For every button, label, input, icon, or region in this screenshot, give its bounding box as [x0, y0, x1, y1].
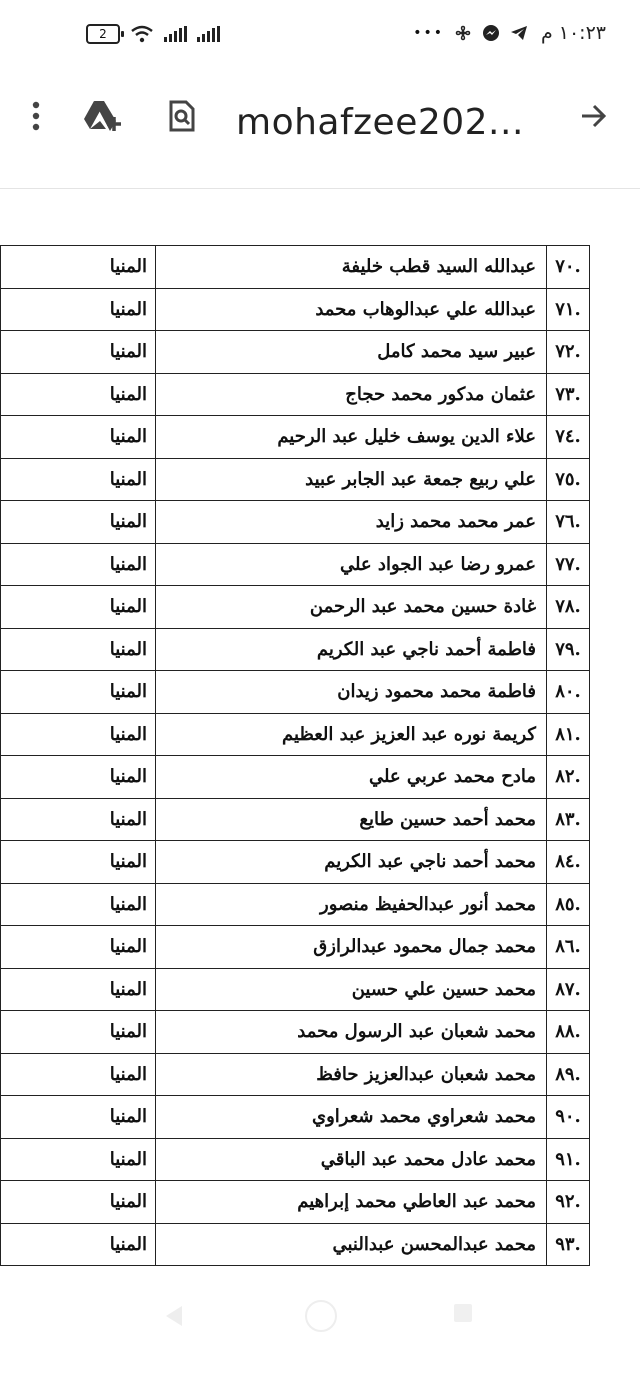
row-number: .٧٣	[547, 373, 590, 416]
row-governorate: المنيا	[1, 1181, 156, 1224]
row-name: علاء الدين يوسف خليل عبد الرحيم	[156, 416, 547, 459]
status-icons-right	[413, 24, 528, 42]
status-icons-left	[86, 24, 220, 44]
row-number: .٨٠	[547, 671, 590, 714]
table-row	[1, 841, 590, 884]
find-in-document-button[interactable]	[160, 94, 204, 138]
row-name: عمر محمد محمد زايد	[156, 501, 547, 544]
row-governorate: المنيا	[1, 288, 156, 331]
row-governorate: المنيا	[1, 458, 156, 501]
add-to-drive-button[interactable]	[82, 94, 126, 138]
table-row	[1, 543, 590, 586]
row-name: محمد أحمد ناجي عبد الكريم	[156, 841, 547, 884]
row-number: .٨٨	[547, 1011, 590, 1054]
telegram-icon	[510, 24, 528, 42]
row-number: .٨٢	[547, 756, 590, 799]
row-governorate: المنيا	[1, 1053, 156, 1096]
more-options-button[interactable]	[14, 94, 58, 138]
row-number: .٧٩	[547, 628, 590, 671]
row-governorate: المنيا	[1, 926, 156, 969]
row-name: فاطمة محمد محمود زيدان	[156, 671, 547, 714]
row-name: فاطمة أحمد ناجي عبد الكريم	[156, 628, 547, 671]
row-governorate: المنيا	[1, 968, 156, 1011]
row-governorate: المنيا	[1, 798, 156, 841]
row-number: .٨١	[547, 713, 590, 756]
forward-arrow-icon	[580, 103, 608, 129]
row-name: عمرو رضا عبد الجواد علي	[156, 543, 547, 586]
fan-icon	[454, 24, 472, 42]
row-number: .٨٣	[547, 798, 590, 841]
row-governorate: المنيا	[1, 373, 156, 416]
row-name: عبير سيد محمد كامل	[156, 331, 547, 374]
table-row	[1, 1053, 590, 1096]
table-row	[1, 1181, 590, 1224]
row-number: .٨٩	[547, 1053, 590, 1096]
table-row	[1, 713, 590, 756]
row-number: .٧٦	[547, 501, 590, 544]
table-row	[1, 288, 590, 331]
row-name: عبدالله علي عبدالوهاب محمد	[156, 288, 547, 331]
row-governorate: المنيا	[1, 713, 156, 756]
row-governorate: المنيا	[1, 246, 156, 289]
row-governorate: المنيا	[1, 416, 156, 459]
table-row	[1, 586, 590, 629]
table-row	[1, 331, 590, 374]
row-number: .٧٢	[547, 331, 590, 374]
row-name: غادة حسين محمد عبد الرحمن	[156, 586, 547, 629]
row-number: .٧٥	[547, 458, 590, 501]
row-name: محمد أحمد حسين طايع	[156, 798, 547, 841]
battery-level: 2	[99, 27, 107, 41]
signal-icon-2	[197, 26, 220, 42]
table-row	[1, 416, 590, 459]
battery-icon	[86, 24, 120, 44]
row-governorate: المنيا	[1, 1223, 156, 1266]
row-number: .٨٧	[547, 968, 590, 1011]
system-nav-bar	[0, 1276, 640, 1386]
row-governorate: المنيا	[1, 1138, 156, 1181]
row-governorate: المنيا	[1, 1096, 156, 1139]
table-row	[1, 968, 590, 1011]
back-icon[interactable]	[166, 1306, 182, 1326]
forward-button[interactable]	[572, 94, 616, 138]
row-name: محمد حسين علي حسين	[156, 968, 547, 1011]
row-governorate: المنيا	[1, 586, 156, 629]
app-toolbar	[0, 72, 640, 189]
row-name: كريمة نوره عبد العزيز عبد العظيم	[156, 713, 547, 756]
names-table	[0, 245, 590, 1266]
document-page	[0, 245, 590, 1266]
table-row	[1, 671, 590, 714]
messenger-icon	[482, 24, 500, 42]
table-row	[1, 373, 590, 416]
row-governorate: المنيا	[1, 883, 156, 926]
search-document-icon	[168, 100, 196, 132]
recents-icon[interactable]	[454, 1304, 472, 1322]
row-name: محمد شعبان عبدالعزيز حافظ	[156, 1053, 547, 1096]
row-name: علي ربيع جمعة عبد الجابر عبيد	[156, 458, 547, 501]
table-row	[1, 883, 590, 926]
row-name: محمد شعبان عبد الرسول محمد	[156, 1011, 547, 1054]
more-vert-icon	[31, 101, 41, 131]
row-name: محمد عادل محمد عبد الباقي	[156, 1138, 547, 1181]
row-governorate: المنيا	[1, 628, 156, 671]
table-row	[1, 756, 590, 799]
row-name: عبدالله السيد قطب خليفة	[156, 246, 547, 289]
status-bar	[0, 0, 640, 72]
status-time: ١٠:٢٣ م	[540, 22, 606, 44]
row-number: .٨٦	[547, 926, 590, 969]
row-number: .٧١	[547, 288, 590, 331]
row-number: .٩٣	[547, 1223, 590, 1266]
row-number: .٨٥	[547, 883, 590, 926]
row-governorate: المنيا	[1, 331, 156, 374]
row-name: عثمان مدكور محمد حجاج	[156, 373, 547, 416]
signal-icon	[164, 26, 187, 42]
row-number: .٧٤	[547, 416, 590, 459]
table-row	[1, 501, 590, 544]
row-number: .٩٢	[547, 1181, 590, 1224]
row-number: .٧٨	[547, 586, 590, 629]
row-number: .٧٠	[547, 246, 590, 289]
document-title: mohafzee202...	[236, 102, 524, 143]
row-name: محمد شعراوي محمد شعراوي	[156, 1096, 547, 1139]
row-governorate: المنيا	[1, 841, 156, 884]
table-row	[1, 1138, 590, 1181]
table-row	[1, 628, 590, 671]
table-row	[1, 1223, 590, 1266]
table-row	[1, 1096, 590, 1139]
table-row	[1, 246, 590, 289]
row-governorate: المنيا	[1, 671, 156, 714]
row-name: محمد عبد العاطي محمد إبراهيم	[156, 1181, 547, 1224]
wifi-icon	[130, 25, 154, 43]
row-governorate: المنيا	[1, 543, 156, 586]
home-icon[interactable]	[305, 1300, 337, 1332]
table-row	[1, 926, 590, 969]
table-row	[1, 1011, 590, 1054]
row-number: .٧٧	[547, 543, 590, 586]
row-number: .٨٤	[547, 841, 590, 884]
row-name: محمد عبدالمحسن عبدالنبي	[156, 1223, 547, 1266]
row-name: محمد أنور عبدالحفيظ منصور	[156, 883, 547, 926]
row-governorate: المنيا	[1, 756, 156, 799]
drive-add-icon	[84, 99, 124, 133]
row-name: مادح محمد عربي علي	[156, 756, 547, 799]
table-row	[1, 458, 590, 501]
row-number: .٩١	[547, 1138, 590, 1181]
overflow-dots: •••	[413, 25, 444, 41]
table-row	[1, 798, 590, 841]
row-number: .٩٠	[547, 1096, 590, 1139]
row-governorate: المنيا	[1, 501, 156, 544]
row-name: محمد جمال محمود عبدالرازق	[156, 926, 547, 969]
row-governorate: المنيا	[1, 1011, 156, 1054]
